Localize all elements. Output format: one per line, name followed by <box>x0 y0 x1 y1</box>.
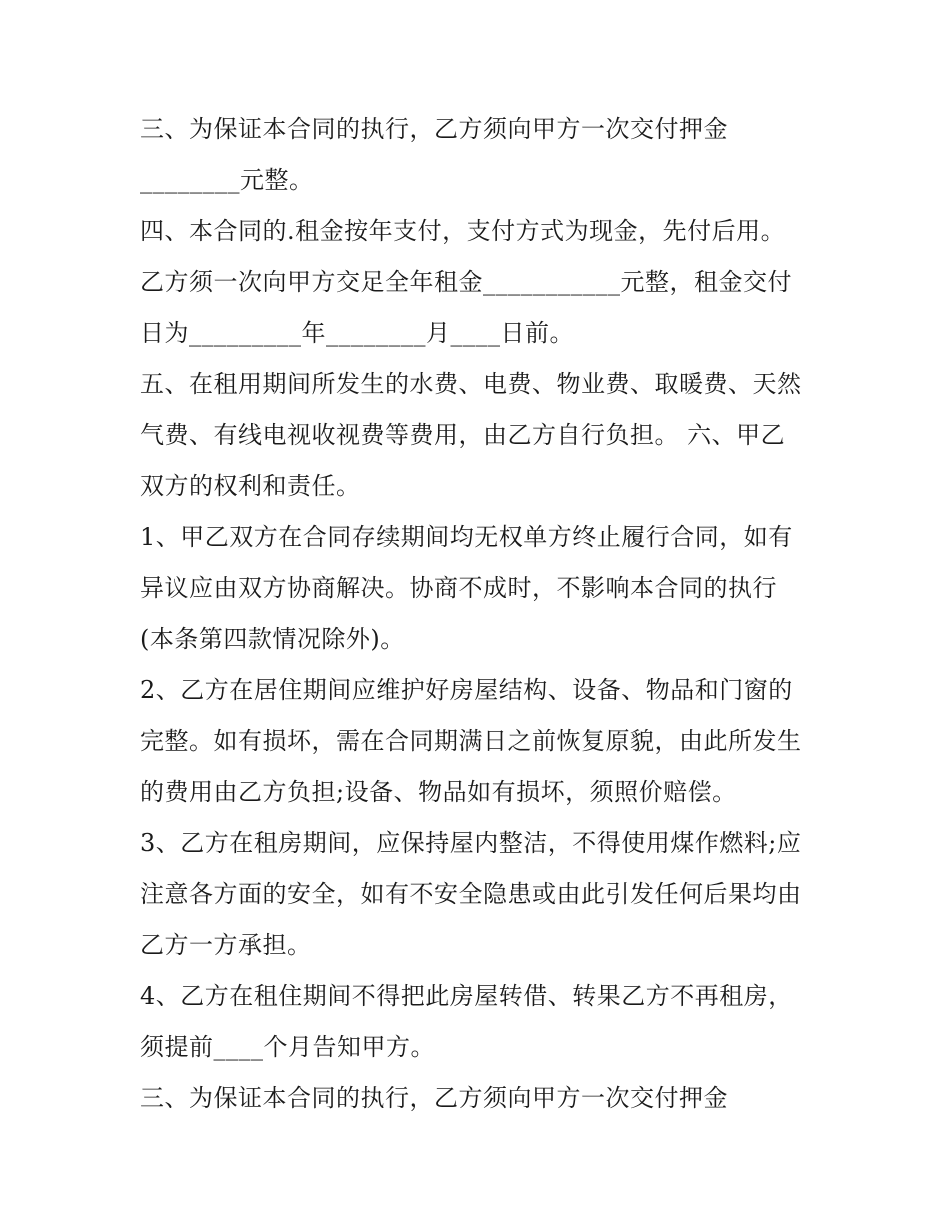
text-line: 五、在租用期间所发生的水费、电费、物业费、取暖费、天然 <box>140 370 802 398</box>
text-line: 的费用由乙方负担;设备、物品如有损坏，须照价赔偿。 <box>140 778 737 806</box>
text-line: 双方的权利和责任。 <box>140 472 361 500</box>
text-line: 日为_________年________月____日前。 <box>140 319 574 347</box>
text-line: 气费、有线电视收视费等费用，由乙方自行负担。 六、甲乙 <box>140 421 786 449</box>
text-line: 乙方须一次向甲方交足全年租金___________元整，租金交付 <box>140 268 792 296</box>
text-line: 完整。如有损坏，需在合同期满日之前恢复原貌，由此所发生 <box>140 727 802 755</box>
text-line: 1、甲乙双方在合同存续期间均无权单方终止履行合同，如有 <box>140 523 793 551</box>
text-line: 异议应由双方协商解决。协商不成时，不影响本合同的执行 <box>140 574 777 602</box>
text-line: ________元整。 <box>140 166 314 194</box>
text-line: 须提前____个月告知甲方。 <box>140 1033 435 1061</box>
text-line: 4、乙方在租住期间不得把此房屋转借、转果乙方不再租房， <box>140 982 793 1010</box>
text-line: 乙方一方承担。 <box>140 931 312 959</box>
text-line: 三、为保证本合同的执行，乙方须向甲方一次交付押金 <box>140 1084 728 1112</box>
text-line: 四、本合同的.租金按年支付，支付方式为现金，先付后用。 <box>140 217 786 245</box>
text-line: 三、为保证本合同的执行，乙方须向甲方一次交付押金 <box>140 115 728 143</box>
text-line: 注意各方面的安全，如有不安全隐患或由此引发任何后果均由 <box>140 880 802 908</box>
text-line: 2、乙方在居住期间应维护好房屋结构、设备、物品和门窗的 <box>140 676 793 704</box>
document-body <box>140 104 830 1124</box>
text-line: (本条第四款情况除外)。 <box>140 625 405 653</box>
text-line: 3、乙方在租房期间，应保持屋内整洁，不得使用煤作燃料;应 <box>140 829 802 857</box>
